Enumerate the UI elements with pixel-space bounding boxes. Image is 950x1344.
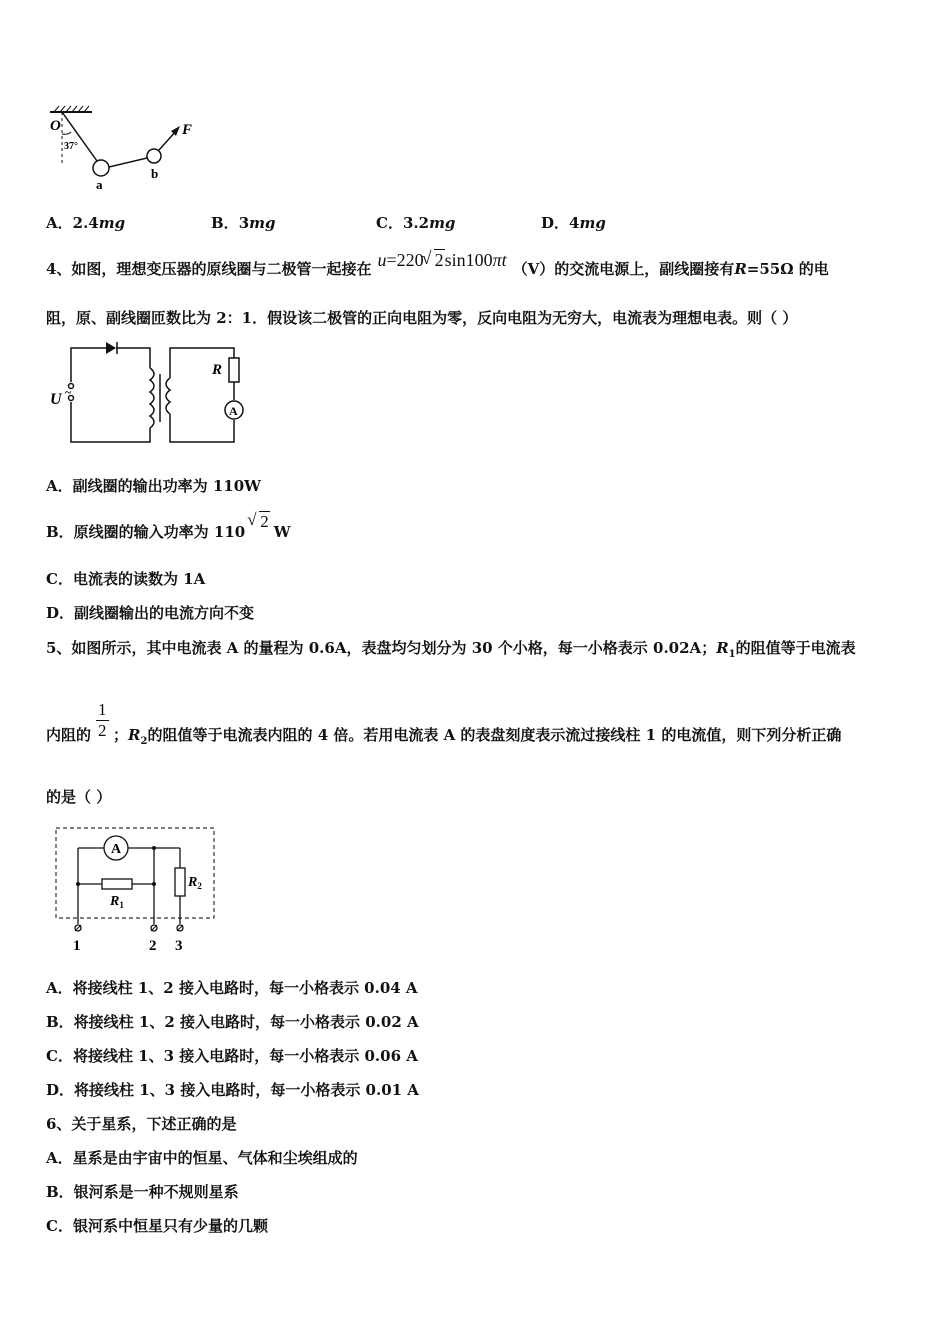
- q5-terminal-3: 3: [175, 938, 183, 954]
- q5-option-a: A．将接线柱 1、2 接入电路时，每一小格表示 0.04 A: [46, 979, 418, 997]
- q5-option-c: C．将接线柱 1、3 接入电路时，每一小格表示 0.06 A: [46, 1047, 418, 1065]
- q6-option-b: B．银河系是一种不规则星系: [46, 1183, 239, 1201]
- q4-option-c: C．电流表的读数为 1A: [46, 570, 206, 588]
- q5-terminal-1: 1: [73, 938, 81, 954]
- q3-option-c: C．3.2mg: [376, 214, 456, 232]
- q4-label-tilde: ~: [65, 385, 72, 399]
- q5-stem-line2: 内阻的 ；$R_2$的阻值等于电流表内阻的 4 倍。若用电流表 A 的表盘刻度表示流过接线柱 1 的电流值，则下列分析正确: [46, 726, 842, 747]
- q4-label-U: U: [50, 391, 62, 408]
- q5-circuit-figure: [52, 824, 222, 956]
- q5-stem-line3: 的是（ ）: [46, 788, 112, 806]
- q4-option-b-sqrt: √ 2: [249, 512, 270, 531]
- q4-stem-line2: 阻，原、副线圈匝数比为 2：1．假设该二极管的正向电阻为零，反向电阻为无穷大，电流表为理想电表。则（ ）: [46, 309, 798, 327]
- q3-option-b: B．3mg: [211, 214, 276, 232]
- q3-option-a: A．2.4mg: [46, 214, 126, 232]
- q3-figure: [44, 104, 204, 194]
- q4-formula: u=220√ 2sin100πt: [377, 250, 506, 270]
- q3-label-b: b: [151, 166, 159, 181]
- q3-label-O: O: [50, 118, 61, 134]
- q5-label-R1: $R_1$: [110, 894, 124, 910]
- q6-stem: 6、关于星系，下述正确的是: [46, 1115, 237, 1133]
- q4-label-R: R: [212, 362, 223, 378]
- q4-option-a: A．副线圈的输出功率为 110W: [46, 477, 262, 495]
- q4-option-b: B．原线圈的输入功率为 110√ 2W: [46, 522, 291, 542]
- q5-option-b: B．将接线柱 1、2 接入电路时，每一小格表示 0.02 A: [46, 1013, 419, 1031]
- q5-frac-half: $\frac{1}{2}$: [98, 700, 107, 740]
- q3-option-d: D．4mg: [541, 214, 606, 232]
- q4-circuit-figure: [46, 340, 256, 448]
- q5-terminal-2: 2: [149, 938, 157, 954]
- q6-option-c: C．银河系中恒星只有少量的几颗: [46, 1217, 268, 1235]
- q5-label-R2: $R_2$: [188, 875, 202, 891]
- q3-label-F: F: [182, 122, 193, 138]
- q3-label-a: a: [96, 177, 103, 192]
- q5-option-d: D．将接线柱 1、3 接入电路时，每一小格表示 0.01 A: [46, 1081, 419, 1099]
- q4-stem-line1: 4、如图，理想变压器的原线圈与二极管一起接在 u=220√ 2sin100πt （V）的交流电源上，副线圈接有R=55Ω 的电: [46, 258, 829, 279]
- q4-option-d: D．副线圈输出的电流方向不变: [46, 604, 255, 622]
- q4-label-A: A: [229, 404, 238, 418]
- q5-stem-line1: 5、如图所示，其中电流表 A 的量程为 0.6A，表盘均匀划分为 30 个小格，每一小格表示 0.02A；$R_1$的阻值等于电流表: [46, 639, 856, 660]
- q5-label-A: A: [111, 842, 122, 857]
- q6-option-a: A．星系是由宇宙中的恒星、气体和尘埃组成的: [46, 1149, 358, 1167]
- q3-label-angle: 37°: [64, 141, 78, 152]
